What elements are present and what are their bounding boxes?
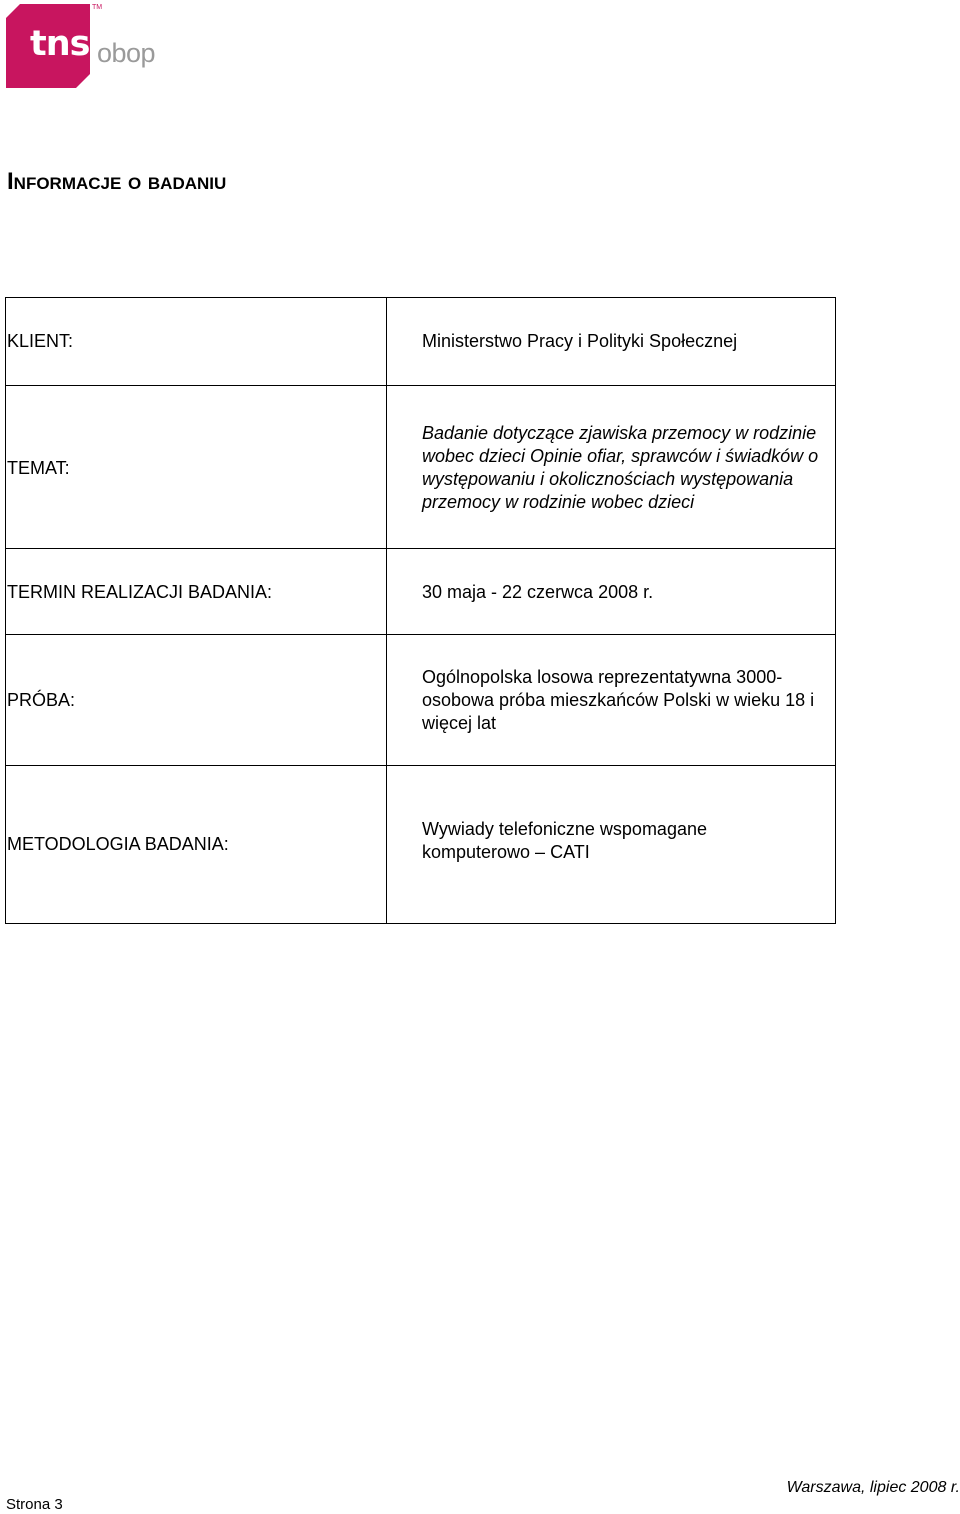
methodology-label: METODOLOGIA BADANIA: bbox=[7, 834, 229, 854]
topic-label: TEMAT: bbox=[7, 457, 70, 478]
topic-label-cell bbox=[6, 386, 387, 549]
sample-value: Ogólnopolska losowa reprezentatywna 3000-osobowa próba mieszkańców Polski w wieku 18 i więcej lat bbox=[422, 666, 815, 733]
place-date: Warszawa, lipiec 2008 r. bbox=[786, 1479, 960, 1496]
client-value: Ministerstwo Pracy i Polityki Społecznej bbox=[422, 331, 738, 351]
topic-value: Badanie dotyczące zjawiska przemocy w rodzinie wobec dzieci Opinie ofiar, sprawców i świadków o występowaniu i okolicznościach występowania przemocy w rodzinie wobec dzieci bbox=[422, 423, 819, 512]
methodology-value: Wywiady telefoniczne wspomagane komputerowo – CATI bbox=[422, 818, 707, 862]
table-row-methodology bbox=[6, 766, 836, 924]
table-row-client bbox=[6, 298, 836, 386]
methodology-label-cell bbox=[6, 766, 387, 924]
page-number: Strona 3 bbox=[6, 1496, 63, 1513]
logo-trademark: TM bbox=[92, 4, 103, 11]
client-label: KLIENT: bbox=[7, 331, 74, 351]
table-row-sample bbox=[6, 635, 836, 766]
period-label-cell bbox=[6, 549, 387, 635]
period-value-cell bbox=[387, 549, 836, 635]
logo-brand-text: tns bbox=[30, 24, 90, 64]
page-title: Informacje o badaniu bbox=[7, 168, 227, 195]
logo-suffix-text: obop bbox=[97, 38, 156, 68]
methodology-value-cell bbox=[387, 766, 836, 924]
study-info-table bbox=[5, 297, 836, 924]
sample-value-cell bbox=[387, 635, 836, 766]
tns-obop-logo bbox=[6, 4, 156, 88]
topic-value-cell bbox=[387, 386, 836, 549]
client-label-cell bbox=[6, 298, 387, 386]
table-row-topic bbox=[6, 386, 836, 549]
period-value: 30 maja - 22 czerwca 2008 r. bbox=[422, 582, 654, 602]
sample-label-cell bbox=[6, 635, 387, 766]
client-value-cell bbox=[387, 298, 836, 386]
sample-label: PRÓBA: bbox=[7, 689, 76, 710]
period-label: TERMIN REALIZACJI BADANIA: bbox=[7, 582, 273, 602]
table-row-period bbox=[6, 549, 836, 635]
